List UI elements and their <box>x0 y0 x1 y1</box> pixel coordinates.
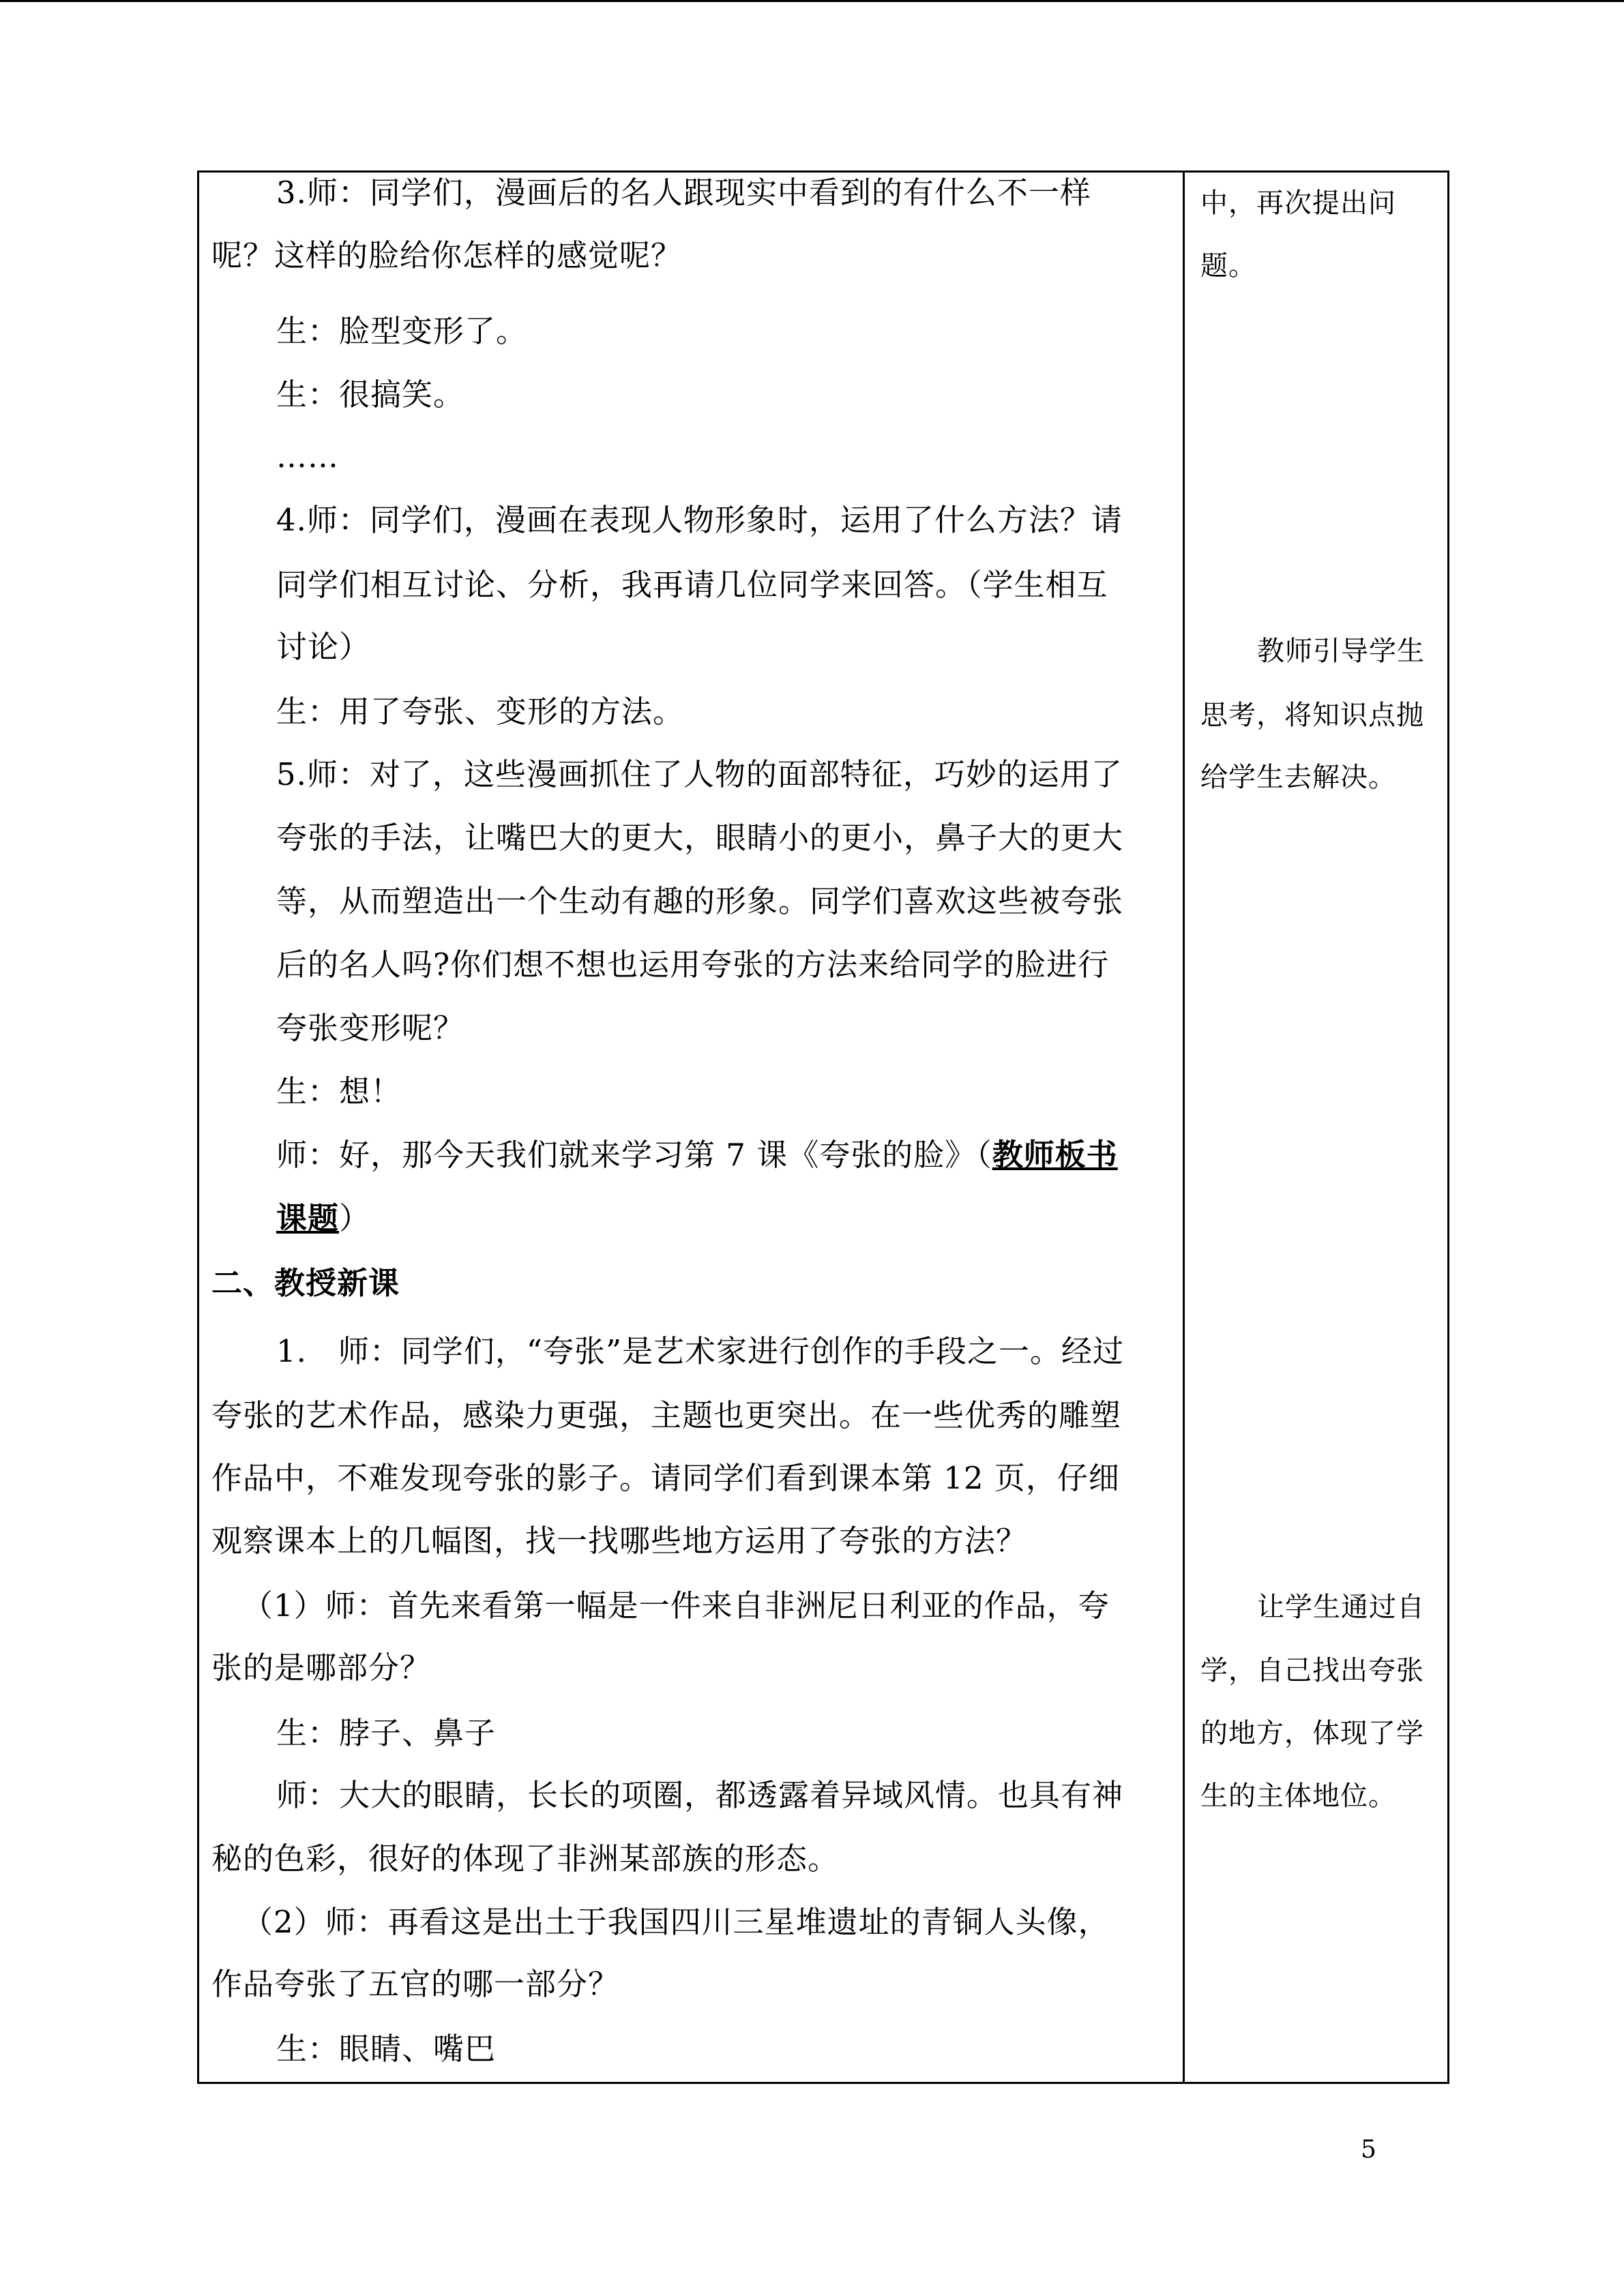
page-number: 5 <box>1361 2136 1376 2164</box>
paragraph-1-line-1: 1. 师：同学们，“夸张”是艺术家进行创作的手段之一。经过 <box>276 1333 1124 1369</box>
question-5-line-2: 夸张的手法，让嘴巴大的更大，眼睛小的更小，鼻子大的更大 <box>276 820 1124 856</box>
question-4-line-1: 4.师：同学们，漫画在表现人物形象时，运用了什么方法？请 <box>276 502 1123 538</box>
question-5-line-5: 夸张变形呢？ <box>276 1010 465 1046</box>
sub-question-2-line-1: （2）师：再看这是出土于我国四川三星堆遗址的青铜人头像， <box>242 1904 1110 1940</box>
paragraph-1-line-3: 作品中，不难发现夸张的影子。请同学们看到课本第 12 页，仔细 <box>211 1460 1120 1496</box>
side-note-2-line-2: 思考，将知识点抛 <box>1200 700 1424 731</box>
board-note-underline: 教师板书 <box>992 1137 1118 1173</box>
top-rule <box>0 0 1624 2</box>
section-heading: 二、教授新课 <box>211 1265 400 1301</box>
side-note-2-line-3: 给学生去解决。 <box>1200 762 1396 793</box>
paragraph-1-line-2: 夸张的艺术作品，感染力更强，主题也更突出。在一些优秀的雕塑 <box>211 1397 1122 1433</box>
answer-3b: 生：很搞笑。 <box>276 376 465 413</box>
paragraph-1-line-4: 观察课本上的几幅图，找一找哪些地方运用了夸张的方法？ <box>211 1523 1028 1559</box>
ellipsis: …… <box>276 438 339 475</box>
teacher-intro-line-1 <box>276 1135 1118 1176</box>
sub-question-2-line-2: 作品夸张了五官的哪一部分？ <box>211 1966 620 2002</box>
answer-5: 生：想！ <box>276 1073 402 1109</box>
board-note-underline-2: 课题 <box>276 1200 340 1236</box>
side-note-3-line-3: 的地方，体现了学 <box>1200 1718 1424 1749</box>
side-note-3-line-1: 让学生通过自 <box>1257 1592 1425 1623</box>
sub-answer-1: 生：脖子、鼻子 <box>276 1715 497 1751</box>
question-4-line-3: 讨论） <box>276 629 371 665</box>
answer-3a: 生：脸型变形了。 <box>276 313 528 349</box>
side-note-3-line-2: 学，自己找出夸张 <box>1200 1655 1424 1686</box>
question-3-line-1: 3.师：同学们，漫画后的名人跟现实中看到的有什么不一样 <box>276 175 1091 211</box>
teacher-intro-close: ） <box>339 1200 371 1236</box>
question-4-line-2: 同学们相互讨论、分析，我再请几位同学来回答。（学生相互 <box>276 567 1108 603</box>
teacher-intro-line-2 <box>276 1198 370 1239</box>
question-5-line-4: 后的名人吗?你们想不想也运用夸张的方法来给同学的脸进行 <box>276 946 1110 983</box>
sub-question-1-line-1: （1）师：首先来看第一幅是一件来自非洲尼日利亚的作品，夸 <box>242 1587 1110 1624</box>
side-note-1-line-1: 中，再次提出问 <box>1200 188 1396 219</box>
column-divider <box>1183 170 1185 2084</box>
question-3-line-2: 呢？这样的脸给你怎样的感觉呢？ <box>211 237 683 273</box>
side-note-3-line-4: 生的主体地位。 <box>1200 1780 1396 1812</box>
sub-teacher-1-line-1: 师：大大的眼睛，长长的项圈，都透露着异域风情。也具有神 <box>276 1777 1124 1813</box>
answer-4: 生：用了夸张、变形的方法。 <box>276 694 685 730</box>
sub-teacher-1-line-2: 秘的色彩，很好的体现了非洲某部族的形态。 <box>211 1840 840 1877</box>
teacher-intro-text: 师：好，那今天我们就来学习第 7 课《夸张的脸》（ <box>276 1137 992 1173</box>
side-note-1-line-2: 题。 <box>1200 250 1256 282</box>
question-5-line-3: 等，从而塑造出一个生动有趣的形象。同学们喜欢这些被夸张 <box>276 883 1124 919</box>
side-note-2-line-1: 教师引导学生 <box>1257 636 1425 667</box>
question-5-line-1: 5.师：对了，这些漫画抓住了人物的面部特征，巧妙的运用了 <box>276 756 1123 792</box>
sub-answer-2: 生：眼睛、嘴巴 <box>276 2031 497 2067</box>
sub-question-1-line-2: 张的是哪部分？ <box>211 1650 432 1686</box>
